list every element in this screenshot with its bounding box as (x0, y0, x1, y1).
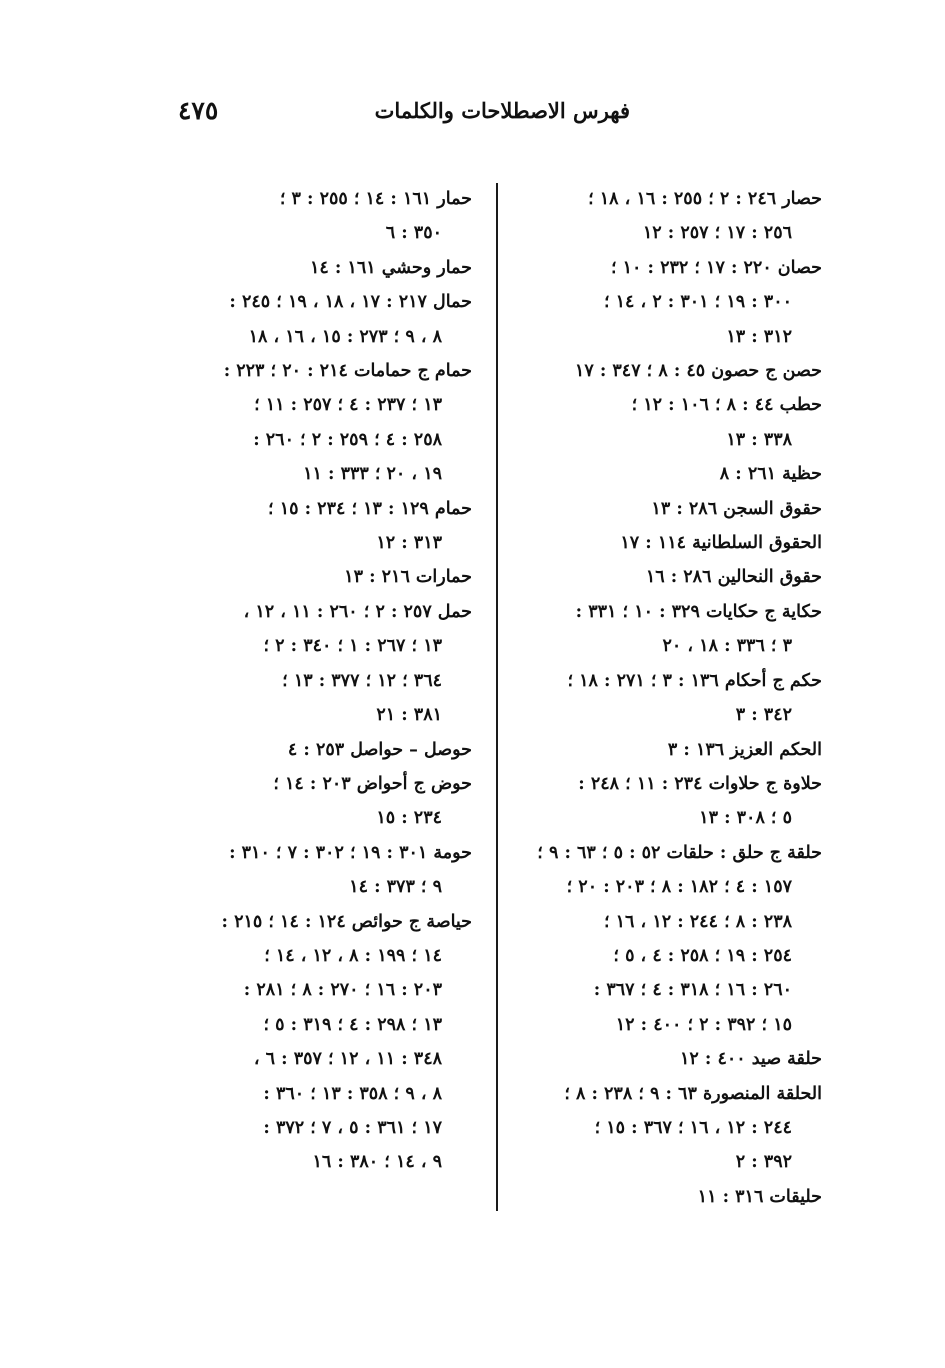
index-entry-headword-line: حصن ج حصون ٤٥ : ٨ ؛ ٣٤٧ : ١٧ (574, 361, 822, 382)
index-entry (516, 836, 822, 1042)
index-entry-continuation-line: ٨ ، ٩ ؛ ٢٧٣ : ١٥ ، ١٦ ، ١٨ (248, 326, 442, 347)
index-entry-headword-line: حظية ٢٦١ : ٨ (719, 464, 822, 485)
index-entry-headword-line: حمارات ٢١٦ : ١٣ (344, 567, 472, 588)
index-entry (164, 595, 472, 733)
index-entry (164, 560, 472, 594)
index-entry-headword-line: حمال ٢١٧ : ١٧ ، ١٨ ، ١٩ ؛ ٢٤٥ : (229, 292, 472, 313)
running-title: فهرس الاصطلاحات والكلمات (374, 98, 630, 123)
index-entry-headword-line: حمار ١٦١ : ١٤ ؛ ٢٥٥ : ٣ ؛ (279, 189, 472, 209)
index-entry (516, 767, 822, 836)
index-entry-continuation-line: ١٣ ؛ ٢٩٨ : ٤ ؛ ٣١٩ : ٥ ؛ (263, 1014, 442, 1035)
index-entry-continuation-line: ٣ ؛ ٣٣٦ : ١٨ ، ٢٠ (662, 636, 792, 657)
index-entry-continuation-line: ٣٤٨ : ١١ ، ١٢ ؛ ٣٥٧ : ٦ ، (253, 1049, 442, 1070)
index-entry (516, 354, 822, 388)
index-entry (516, 251, 822, 354)
index-entry-continuation-line: ٢٥٤ : ١٩ ؛ ٢٥٨ : ٤ ، ٥ ؛ (613, 945, 792, 966)
index-entry (164, 285, 472, 354)
index-entry (164, 251, 472, 285)
index-entry-continuation-line: ١٤ ؛ ١٩٩ : ٨ ، ١٢ ، ١٤ ؛ (264, 945, 442, 966)
index-entry (164, 905, 472, 1180)
index-entry-continuation-line: ٣١٣ : ١٢ (376, 533, 442, 554)
index-entry-continuation-line: ٢٣٨ : ٨ ؛ ٢٤٤ : ١٢ ، ١٦ ؛ (604, 911, 792, 932)
index-entry-headword-line: حكاية ج حكايات ٣٢٩ : ١٠ ؛ ٣٣١ : (575, 601, 822, 622)
index-entry (516, 388, 822, 457)
index-entry (516, 526, 822, 560)
index-entry-continuation-line: ٣٣٨ : ١٣ (726, 429, 792, 450)
index-entry (516, 664, 822, 733)
index-entry (164, 767, 472, 836)
index-entry-headword-line: حمام ١٢٩ : ١٣ ؛ ٢٣٤ : ١٥ ؛ (268, 498, 472, 519)
index-entry-continuation-line: ١٣ ؛ ٢٦٧ : ١ ؛ ٣٤٠ : ٢ ؛ (263, 636, 442, 657)
index-entry-continuation-line: ٢٠٣ : ١٦ ؛ ٢٧٠ : ٨ ؛ ٢٨١ : (243, 980, 442, 1001)
index-entry-headword-line: حكم ج أحكام ١٣٦ : ٣ ؛ ٢٧١ : ١٨ ؛ (567, 670, 822, 691)
index-entry-headword-line: حوصل – حواصل ٢٥٣ : ٤ (287, 739, 472, 760)
index-entry-continuation-line: ٢٥٦ : ١٧ ؛ ٢٥٧ : ١٢ (642, 223, 792, 244)
index-entry-continuation-line: ٣٦٤ ؛ ١٢ ؛ ٣٧٧ : ١٣ ؛ (282, 670, 442, 691)
index-entry (164, 182, 472, 251)
index-entry-continuation-line: ٣٠٠ : ١٩ ؛ ٣٠١ : ٢ ، ١٤ ؛ (604, 292, 792, 313)
index-entry-continuation-line: ٢٣٤ : ١٥ (376, 808, 442, 829)
index-entry-continuation-line: ٩ ، ١٤ ؛ ٣٨٠ : ١٦ (312, 1152, 442, 1173)
index-entry (516, 457, 822, 491)
index-entry-headword-line: حلاوة ج حلاوات ٢٣٤ : ١١ ؛ ٢٤٨ : (578, 773, 822, 794)
page-number: ٤٧٥ (178, 96, 219, 125)
index-entry-headword-line: حلقة ج حلق : حلقات ٥٢ : ٥ ؛ ٦٣ : ٩ ؛ (537, 842, 822, 863)
index-entry (164, 836, 472, 905)
index-entry-continuation-line: ١٣ ؛ ٢٣٧ : ٤ ؛ ٢٥٧ : ١١ ؛ (254, 395, 442, 416)
index-entry (516, 560, 822, 594)
index-entry-continuation-line: ٣١٢ : ١٣ (726, 326, 792, 347)
index-entry-continuation-line: ٢٥٨ : ٤ ؛ ٢٥٩ : ٢ ؛ ٢٦٠ : (253, 429, 442, 450)
index-entry-headword-line: حومة ٣٠١ : ١٩ ؛ ٣٠٢ : ٧ ؛ ٣١٠ : (229, 842, 472, 863)
index-entry (516, 492, 822, 526)
index-column-left (164, 182, 472, 1180)
index-entry (164, 354, 472, 492)
page-header (160, 96, 630, 132)
column-divider (496, 183, 498, 1211)
index-entry-headword-line: حليقات ٣١٦ : ١١ (697, 1186, 822, 1207)
index-entry-headword-line: حقوق النحالين ٢٨٦ : ١٦ (645, 567, 822, 588)
index-entry (516, 733, 822, 767)
index-entry-headword-line: حمام ج حمامات ٢١٤ : ٢٠ ؛ ٢٢٣ : (223, 361, 472, 382)
index-entry-headword-line: حياصة ج حوائص ١٢٤ : ١٤ ؛ ٢١٥ : (221, 911, 472, 932)
index-entry-continuation-line: ١٧ ؛ ٣٦١ : ٥ ، ٧ ؛ ٣٧٢ : (263, 1117, 442, 1138)
index-entry-continuation-line: ٢٦٠ : ١٦ ؛ ٣١٨ : ٤ ؛ ٣٦٧ : (593, 980, 792, 1001)
index-entry-headword-line: حلقة صيد ٤٠٠ : ١٢ (679, 1049, 822, 1070)
index-entry-headword-line: حقوق السجن ٢٨٦ : ١٣ (651, 498, 822, 519)
index-entry-continuation-line: ٩ ؛ ٣٧٣ : ١٤ (349, 877, 442, 898)
index-entry (164, 492, 472, 561)
index-entry (516, 1180, 822, 1214)
index-entry-headword-line: حوض ج أحواض ٢٠٣ : ١٤ ؛ (273, 773, 472, 794)
index-entry-continuation-line: ١٥٧ : ٤ ؛ ١٨٢ : ٨ ؛ ٢٠٣ : ٢٠ ؛ (566, 877, 792, 898)
index-entry-continuation-line: ٣٨١ : ٢١ (376, 705, 442, 726)
index-entry (516, 1077, 822, 1180)
index-entry-headword-line: حمل ٢٥٧ : ٢ ؛ ٢٦٠ : ١١ ، ١٢ ، (243, 601, 472, 622)
index-entry-continuation-line: ٣٥٠ : ٦ (385, 223, 442, 244)
index-entry-continuation-line: ٥ ؛ ٣٠٨ : ١٣ (699, 808, 792, 829)
index-entry (516, 182, 822, 251)
index-entry-headword-line: الحقوق السلطانية ١١٤ : ١٧ (620, 533, 822, 554)
index-entry-headword-line: حمار وحشي ١٦١ : ١٤ (309, 257, 472, 278)
index-entry-headword-line: الحكم العزيز ١٣٦ : ٣ (667, 739, 822, 760)
index-entry-continuation-line: ٣٤٢ : ٣ (735, 705, 792, 726)
index-entry-headword-line: حصار ٢٤٦ : ٢ ؛ ٢٥٥ : ١٦ ، ١٨ ؛ (588, 189, 822, 209)
index-entry (164, 733, 472, 767)
index-entry-continuation-line: ٨ ، ٩ ؛ ٣٥٨ : ١٣ ؛ ٣٦٠ : (263, 1083, 442, 1104)
index-entry (516, 1042, 822, 1076)
index-entry-headword-line: حطب ٤٤ : ٨ ؛ ١٠٦ : ١٢ ؛ (631, 395, 822, 416)
index-entry-continuation-line: ١٥ ؛ ٣٩٢ : ٢ ؛ ٤٠٠ : ١٢ (615, 1014, 792, 1035)
index-entry-continuation-line: ٣٩٢ : ٢ (735, 1152, 792, 1173)
index-entry-continuation-line: ٢٤٤ : ١٢ ، ١٦ ؛ ٣٦٧ : ١٥ ؛ (594, 1117, 792, 1138)
index-entry-headword-line: حصان ٢٢٠ : ١٧ ؛ ٢٣٢ : ١٠ ؛ (610, 257, 822, 278)
index-entry (516, 595, 822, 664)
index-entry-headword-line: الحلقة المنصورة ٦٣ : ٩ ؛ ٢٣٨ : ٨ ؛ (564, 1083, 822, 1104)
index-entry-continuation-line: ١٩ ، ٢٠ ؛ ٣٣٣ : ١١ (303, 464, 442, 485)
index-column-right (516, 182, 822, 1214)
